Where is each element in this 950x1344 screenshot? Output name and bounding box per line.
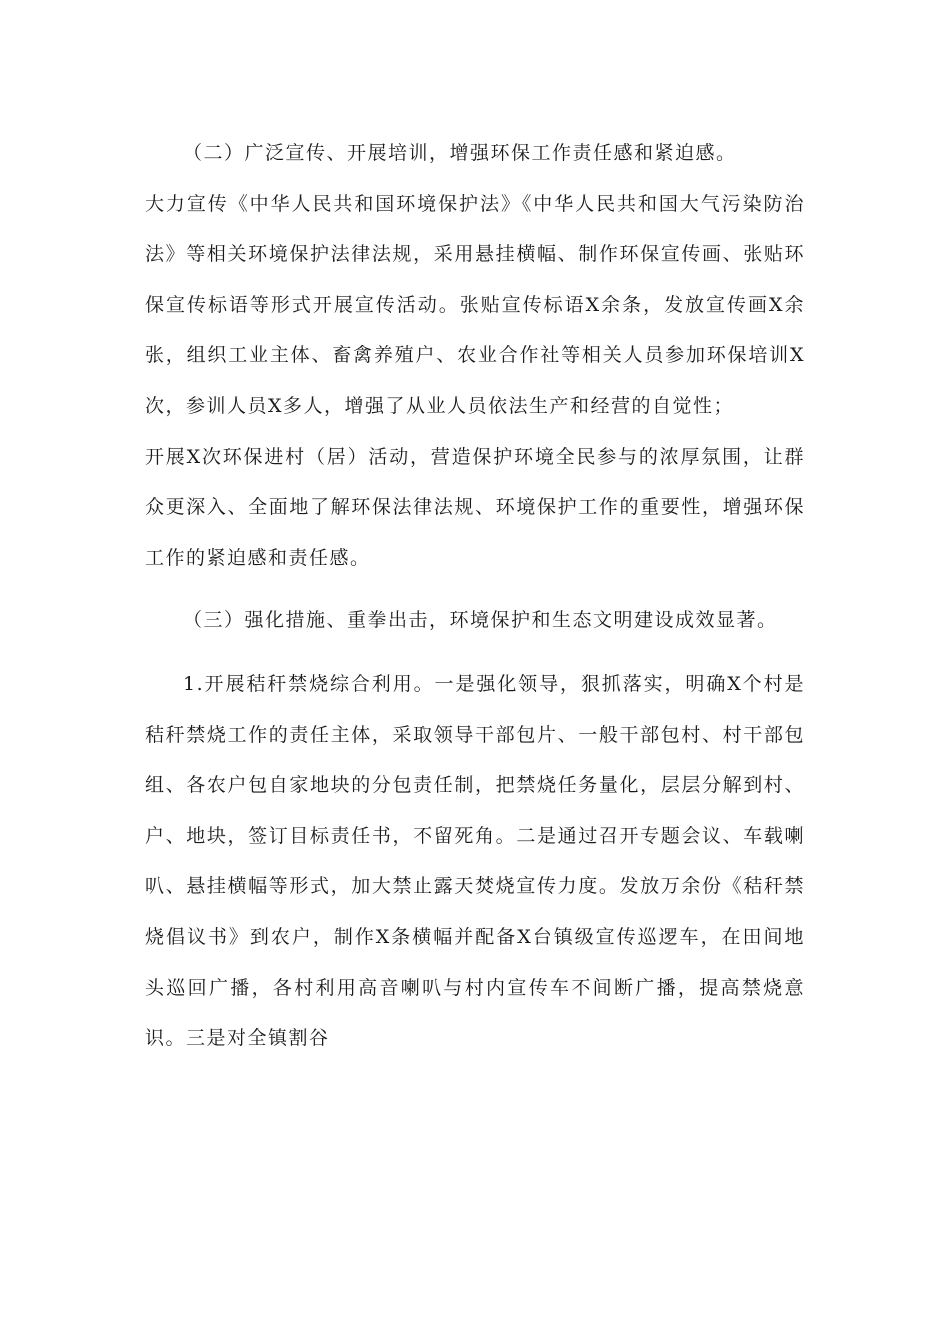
document-body (145, 128, 805, 1064)
paragraph-publicity: 大力宣传《中华人民共和国环境保护法》《中华人民共和国大气污染防治法》等相关环境保护法律法规，采用悬挂横幅、制作环保宣传画、张贴环保宣传标语等形式开展宣传活动。张贴宣传标语X余条，发放宣传画X余张，组织工业主体、畜禽养殖户、农业合作社等相关人员参加环保培训X次，参训人员X多人，增强了从业人员依法生产和经营的自觉性； (145, 192, 805, 417)
paragraph-straw-burning: 1.开展秸秆禁烧综合利用。一是强化领导，狠抓落实，明确X个村是秸秆禁烧工作的责任主体，采取领导干部包片、一般干部包村、村干部包组、各农户包自家地块的分包责任制，把禁烧任务量化，层层分解到村、户、地块，签订目标责任书，不留死角。二是通过召开专题会议、车载喇叭、悬挂横幅等形式，加大禁止露天焚烧宣传力度。发放万余份《秸秆禁烧倡议书》到农户，制作X条横幅并配备X台镇级宣传巡逻车，在田间地头巡回广播，各村利用高音喇叭与村内宣传车不间断广播，提高禁烧意识。三是对全镇割谷 (145, 672, 805, 1050)
section-heading-3: （三）强化措施、重拳出击，环境保护和生态文明建设成效显著。 (183, 609, 778, 632)
section-heading-2: （二）广泛宣传、开展培训，增强环保工作责任感和紧迫感。 (183, 142, 737, 164)
paragraph-village-activities: 开展X次环保进村（居）活动，营造保护环境全民参与的浓厚氛围，让群众更深入、全面地了解环保法律法规、环境保护工作的重要性，增强环保工作的紧迫感和责任感。 (145, 445, 805, 569)
